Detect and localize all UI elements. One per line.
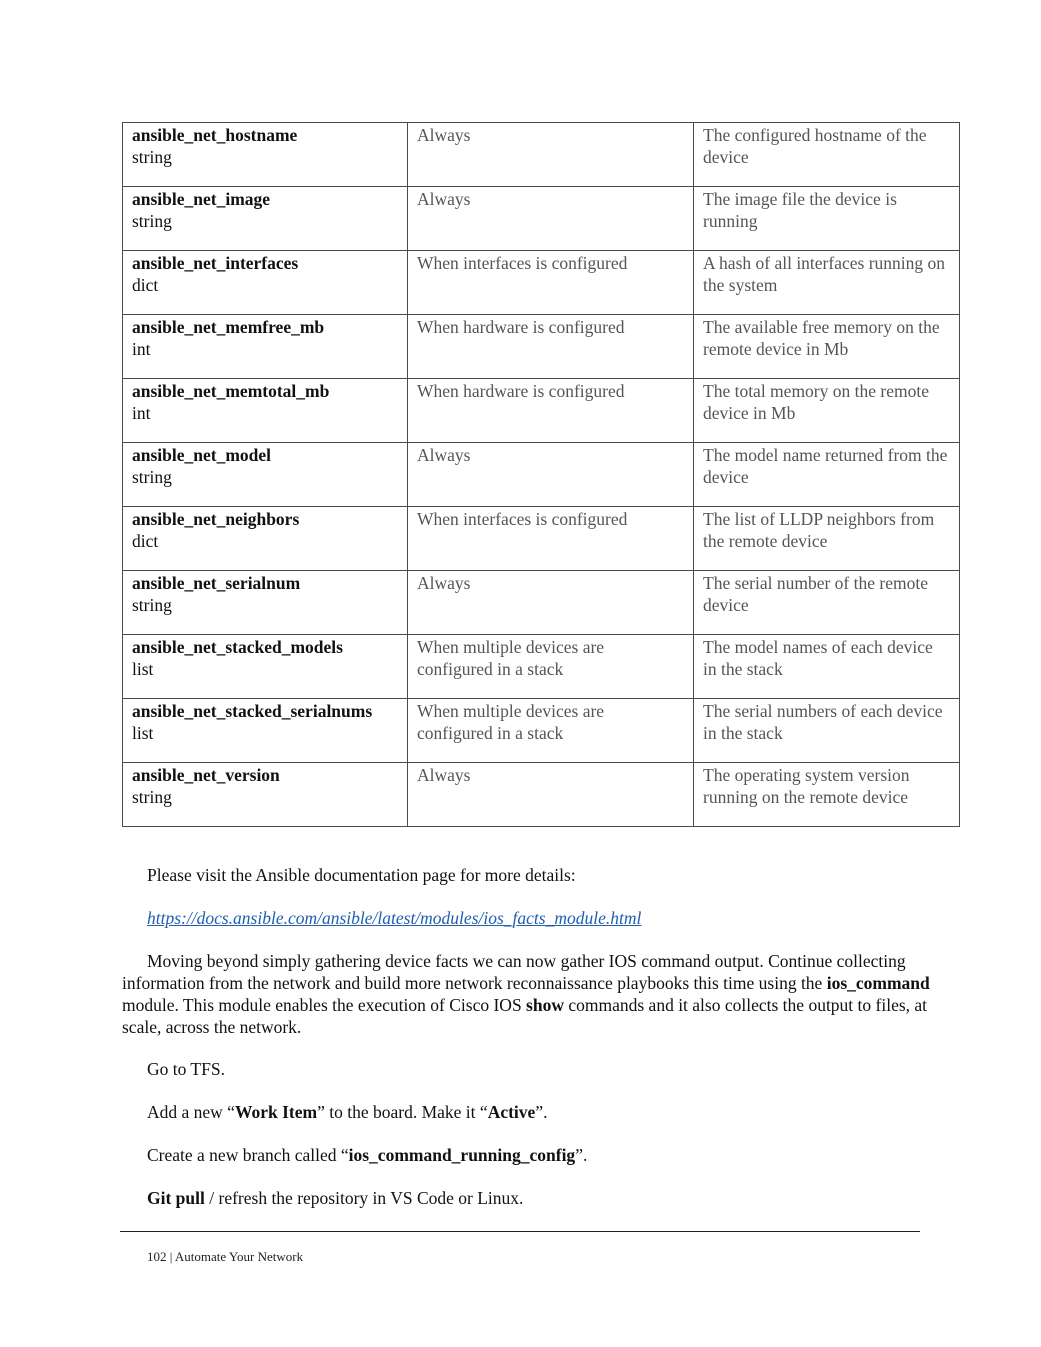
fact-type: int: [132, 338, 151, 359]
fact-name: ansible_net_memfree_mb: [132, 317, 325, 337]
returned-cell: When multiple devices are configured in a stack: [408, 699, 694, 763]
key-cell: [123, 187, 408, 251]
description-cell: The serial numbers of each device in the stack: [694, 699, 960, 763]
page-footer: 102 | Automate Your Network: [147, 1249, 304, 1264]
fact-type: string: [132, 146, 172, 167]
fact-type: list: [132, 722, 154, 743]
fact-name: ansible_net_stacked_serialnums: [132, 701, 373, 721]
description-cell: The list of LLDP neighbors from the remote device: [694, 507, 960, 571]
fact-type: string: [132, 594, 172, 615]
table-row: [123, 379, 960, 443]
return-values-table: [122, 122, 960, 827]
footer-rule: [120, 1231, 920, 1232]
returned-cell: When hardware is configured: [408, 379, 694, 443]
git-pull-paragraph: [122, 1187, 932, 1209]
fact-type: string: [132, 466, 172, 487]
text-run: / refresh the repository in VS Code or Linux.: [204, 1188, 524, 1208]
key-cell: [123, 571, 408, 635]
fact-name: ansible_net_hostname: [132, 125, 298, 145]
key-cell: [123, 379, 408, 443]
description-cell: The total memory on the remote device in Mb: [694, 379, 960, 443]
text-run: ” to the board. Make it “: [317, 1102, 488, 1122]
returned-cell: When interfaces is configured: [408, 251, 694, 315]
fact-name: ansible_net_version: [132, 765, 280, 785]
fact-name: ansible_net_image: [132, 189, 271, 209]
work-item-paragraph: [122, 1101, 932, 1123]
description-cell: The model name returned from the device: [694, 443, 960, 507]
returned-cell: Always: [408, 571, 694, 635]
fact-name: ansible_net_serialnum: [132, 573, 301, 593]
fact-type: dict: [132, 530, 159, 551]
fact-name: ansible_net_memtotal_mb: [132, 381, 330, 401]
key-cell: [123, 443, 408, 507]
table-row: [123, 187, 960, 251]
key-cell: [123, 315, 408, 379]
git-pull-term: Git pull: [147, 1188, 205, 1208]
doc-link[interactable]: https://docs.ansible.com/ansible/latest/modules/ios_facts_module.html: [147, 908, 642, 928]
table-row: [123, 507, 960, 571]
returned-cell: When interfaces is configured: [408, 507, 694, 571]
table-row: [123, 635, 960, 699]
table-row: [123, 251, 960, 315]
key-cell: [123, 251, 408, 315]
fact-name: ansible_net_interfaces: [132, 253, 299, 273]
text-run: Moving beyond simply gathering device facts we can now gather IOS command output. Continue collecting information from the network and build more network reconnaissance playbooks this time using the: [122, 951, 906, 993]
description-cell: The model names of each device in the stack: [694, 635, 960, 699]
branch-name: ios_command_running_config: [348, 1145, 576, 1165]
returned-cell: When hardware is configured: [408, 315, 694, 379]
fact-type: int: [132, 402, 151, 423]
text-run: commands and it also collects the output to files, at scale, across the network.: [122, 995, 928, 1037]
table-row: [123, 315, 960, 379]
table-row: [123, 699, 960, 763]
returned-cell: Always: [408, 443, 694, 507]
fact-name: ansible_net_neighbors: [132, 509, 300, 529]
fact-type: dict: [132, 274, 159, 295]
description-cell: The configured hostname of the device: [694, 123, 960, 187]
active-term: Active: [487, 1102, 536, 1122]
fact-type: string: [132, 210, 172, 231]
visit-paragraph: Please visit the Ansible documentation page for more details:: [147, 865, 576, 885]
module-name: ios_command: [826, 973, 930, 993]
fact-type: list: [132, 658, 154, 679]
command-name: show: [526, 995, 564, 1015]
text-run: ”.: [575, 1145, 588, 1165]
tfs-paragraph: Go to TFS.: [147, 1059, 225, 1079]
table-row: [123, 123, 960, 187]
text-run: ”.: [535, 1102, 548, 1122]
link-paragraph: [122, 907, 932, 929]
ios-command-paragraph: [122, 950, 932, 1038]
table-row: [123, 443, 960, 507]
returned-cell: When multiple devices are configured in a stack: [408, 635, 694, 699]
returned-cell: Always: [408, 763, 694, 827]
text-run: Create a new branch called “: [147, 1145, 349, 1165]
description-cell: The available free memory on the remote device in Mb: [694, 315, 960, 379]
returned-cell: Always: [408, 123, 694, 187]
description-cell: The image file the device is running: [694, 187, 960, 251]
description-cell: The serial number of the remote device: [694, 571, 960, 635]
description-cell: A hash of all interfaces running on the system: [694, 251, 960, 315]
key-cell: [123, 635, 408, 699]
key-cell: [123, 699, 408, 763]
fact-name: ansible_net_stacked_models: [132, 637, 343, 657]
table-row: [123, 571, 960, 635]
text-run: module. This module enables the execution of Cisco IOS: [122, 995, 527, 1015]
branch-paragraph: [122, 1144, 932, 1166]
fact-name: ansible_net_model: [132, 445, 272, 465]
fact-type: string: [132, 786, 172, 807]
key-cell: [123, 507, 408, 571]
key-cell: [123, 763, 408, 827]
description-cell: The operating system version running on the remote device: [694, 763, 960, 827]
returned-cell: Always: [408, 187, 694, 251]
table-row: [123, 763, 960, 827]
key-cell: [123, 123, 408, 187]
text-run: Add a new “: [147, 1102, 235, 1122]
work-item-term: Work Item: [234, 1102, 318, 1122]
